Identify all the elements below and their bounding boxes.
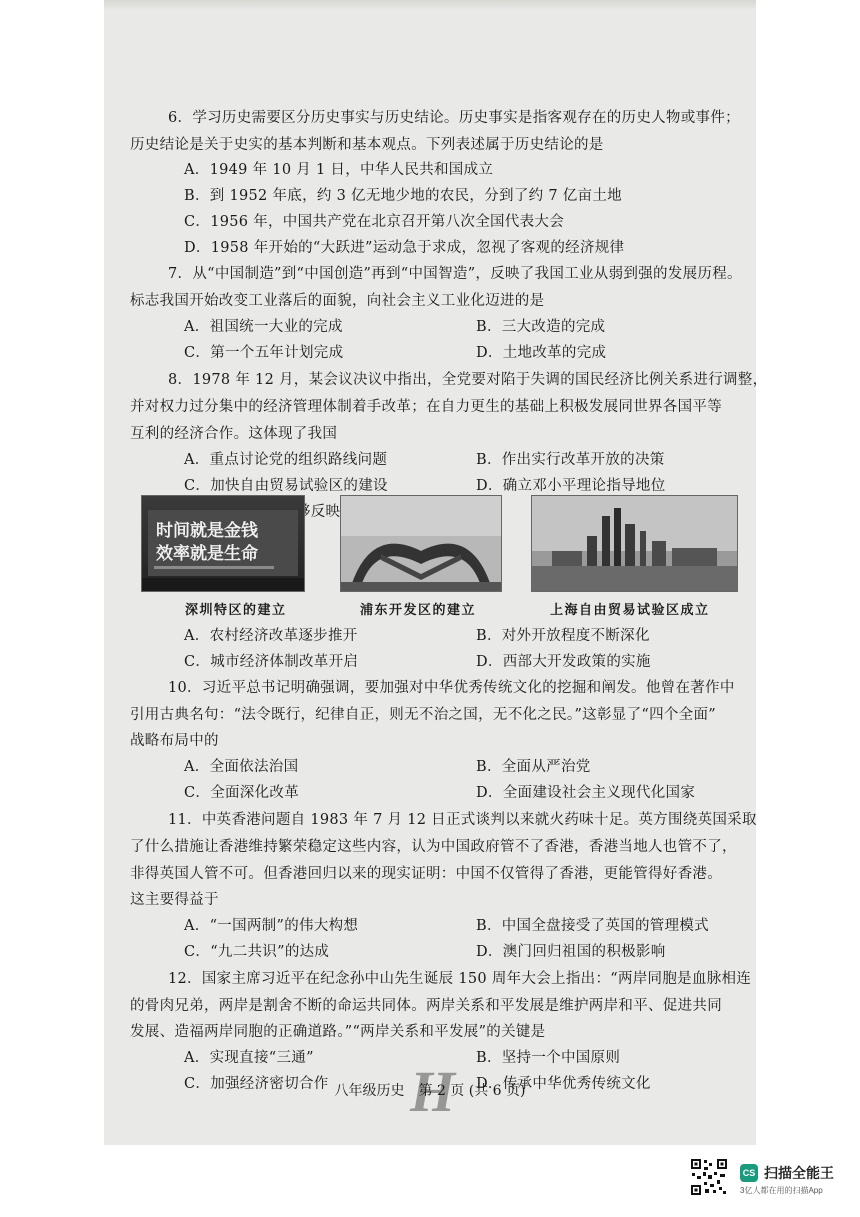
q7-option-a: A．祖国统一大业的完成 (184, 319, 343, 335)
caption-shenzhen: 深圳特区的建立 (185, 603, 287, 618)
q6-option-d: D．1958 年开始的“大跃进”运动急于求成，忽视了客观的经济规律 (184, 240, 625, 256)
q12-option-c: C．加强经济密切合作 (184, 1076, 329, 1092)
q8-option-a: A．重点讨论党的组织路线问题 (184, 452, 388, 468)
shenzhen-sign-line2: 效率就是生命 (156, 544, 258, 564)
q11-option-c: C．“九二共识”的达成 (184, 944, 330, 960)
caption-shanghai-ftz: 上海自由贸易试验区成立 (550, 603, 710, 618)
q7-option-d: D．土地改革的完成 (476, 345, 607, 361)
q8-stem-line2: 并对权力过分集中的经济管理体制着手改革；在自力更生的基础上积极发展同世界各国平等 (130, 399, 722, 415)
q7-option-c: C．第一个五年计划完成 (184, 345, 344, 361)
q10-option-b: B．全面从严治党 (476, 759, 591, 775)
q10-stem-line2: 引用古典名句：“法令既行，纪律自正，则无不治之国，无不化之民。”这彰显了“四个全面” (130, 707, 716, 723)
shenzhen-sign-line1: 时间就是金钱 (156, 521, 258, 541)
q12-option-a: A．实现直接“三通” (184, 1050, 314, 1066)
q10-option-c: C．全面深化改革 (184, 785, 299, 801)
q8-option-d: D．确立邓小平理论指导地位 (476, 478, 666, 494)
q9-option-a: A．农村经济改革逐步推开 (184, 628, 358, 644)
q6-stem-line2: 历史结论是关于史实的基本判断和基本观点。下列表述属于历史结论的是 (130, 137, 604, 153)
scanner-tagline: 3亿人都在用的扫描App (740, 1186, 823, 1195)
q11-option-b: B．中国全盘接受了英国的管理模式 (476, 918, 709, 934)
q11-option-a: A．“一国两制”的伟大构想 (184, 918, 359, 934)
page-edge-shadow (104, 0, 756, 10)
shenzhen-photo (141, 495, 305, 592)
q7-option-b: B．三大改造的完成 (476, 319, 606, 335)
watermark-letter: H (410, 1059, 456, 1124)
q8-stem-line3: 互利的经济合作。这体现了我国 (130, 426, 338, 442)
shanghai-ftz-photo (531, 495, 738, 592)
q8-option-b: B．作出实行改革开放的决策 (476, 452, 665, 468)
page-footer: 八年级历史 第 2 页 (共 6 页) (334, 1083, 526, 1099)
q6-option-a: A．1949 年 10 月 1 日，中华人民共和国成立 (184, 162, 494, 178)
q10-stem-line3: 战略布局中的 (130, 733, 219, 749)
q7-stem-line1: 7．从“中国制造”到“中国创造”再到“中国智造”，反映了我国工业从弱到强的发展历程。 (168, 266, 742, 282)
q12-stem-line1: 12．国家主席习近平在纪念孙中山先生诞辰 150 周年大会上指出：“两岸同胞是血脉相连 (168, 971, 752, 987)
q12-stem-line3: 发展、造福两岸同胞的正确道路。”“两岸关系和平发展”的关键是 (130, 1024, 546, 1040)
pudong-photo (340, 495, 502, 592)
q12-option-d: D．传承中华优秀传统文化 (476, 1076, 651, 1092)
caption-pudong: 浦东开发区的建立 (360, 603, 477, 618)
q7-stem-line2: 标志我国开始改变工业落后的面貌，向社会主义工业化迈进的是 (130, 293, 545, 309)
q11-stem-line1: 11．中英香港问题自 1983 年 7 月 12 日正式谈判以来就火药味十足。英方围绕英国采取 (168, 812, 757, 828)
q10-stem-line1: 10．习近平总书记明确强调，要加强对中华优秀传统文化的挖掘和阐发。他曾在著作中 (168, 680, 735, 696)
q10-option-a: A．全面依法治国 (184, 759, 299, 775)
q6-option-b: B．到 1952 年底，约 3 亿无地少地的农民，分到了约 7 亿亩土地 (184, 188, 622, 204)
q10-option-d: D．全面建设社会主义现代化国家 (476, 785, 696, 801)
q9-option-c: C．城市经济体制改革开启 (184, 654, 359, 670)
q8-stem-line1: 8．1978 年 12 月，某会议决议中指出，全党要对陷于失调的国民经济比例关系进行调整， (168, 372, 768, 388)
q11-stem-line2: 了什么措施让香港维持繁荣稳定这些内容，认为中国政府管不了香港，香港当地人也管不了， (130, 839, 737, 855)
q9-option-d: D．西部大开发政策的实施 (476, 654, 651, 670)
scanner-app-name: 扫描全能王 (764, 1165, 834, 1181)
q8-option-c: C．加快自由贸易试验区的建设 (184, 478, 388, 494)
q9-option-b: B．对外开放程度不断深化 (476, 628, 650, 644)
q11-option-d: D．澳门回归祖国的积极影响 (476, 944, 666, 960)
q11-stem-line4: 这主要得益于 (130, 892, 219, 908)
q6-stem-line1: 6．学习历史需要区分历史事实与历史结论。历史事实是指客观存在的历史人物或事件； (168, 110, 740, 126)
q12-option-b: B．坚持一个中国原则 (476, 1050, 621, 1066)
q12-stem-line2: 的骨肉兄弟，两岸是割舍不断的命运共同体。两岸关系和平发展是维护两岸和平、促进共同 (130, 998, 722, 1014)
camscanner-logo-icon: CS (740, 1164, 758, 1182)
q6-option-c: C．1956 年，中国共产党在北京召开第八次全国代表大会 (184, 214, 565, 230)
qr-code-icon (690, 1158, 728, 1196)
q11-stem-line3: 非得英国人管不可。但香港回归以来的现实证明：中国不仅管得了香港，更能管得好香港。 (130, 866, 722, 882)
